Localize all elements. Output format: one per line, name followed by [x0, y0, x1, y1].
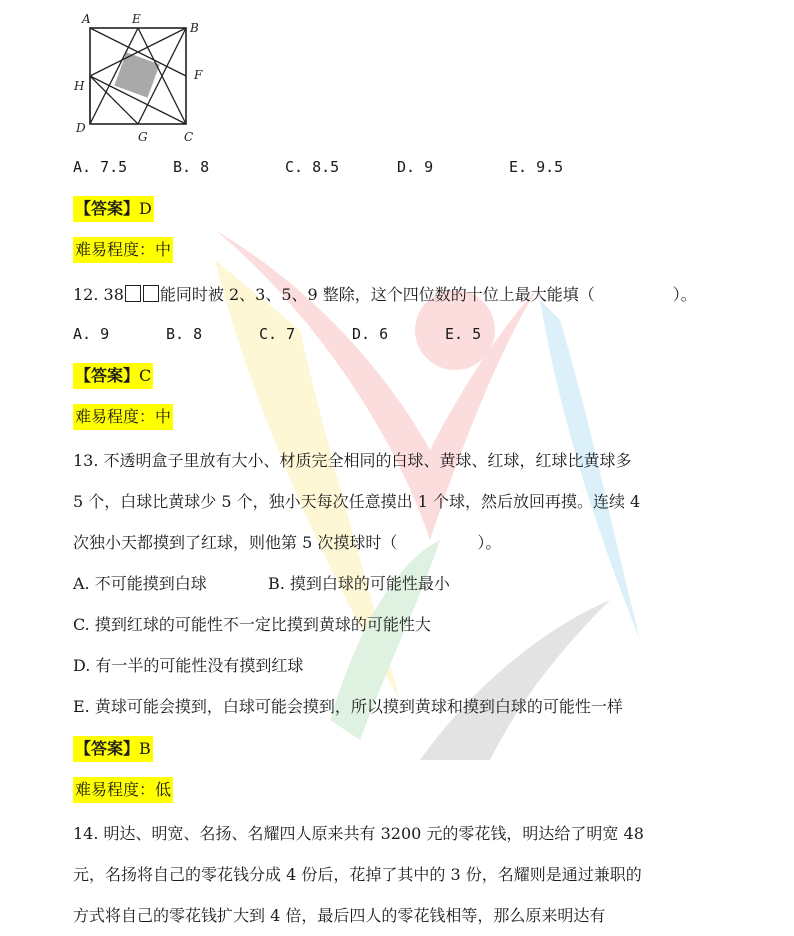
label-d: D — [76, 121, 86, 135]
q11-options — [73, 155, 563, 179]
q12-difficulty-text: 难易程度：中 — [73, 404, 173, 430]
q13-options-ab — [73, 572, 450, 596]
q13-difficulty-text: 难易程度：低 — [73, 777, 173, 803]
q12-answer-value: C — [139, 366, 152, 385]
q12-stem — [73, 283, 697, 307]
q11-option-a: A. 7.5 — [73, 158, 128, 176]
q11-option-e: E. 9.5 — [509, 158, 564, 176]
q12-stem-end: ）。 — [672, 285, 697, 304]
q12-option-e: E. 5 — [445, 325, 482, 343]
q14-line-1: 14. 明达、明宽、名扬、名耀四人原来共有 3200 元的零花钱，明达给了明宽 48 — [73, 824, 644, 843]
q12-stem-prefix: 12. 38 — [73, 285, 124, 304]
label-g: G — [138, 130, 148, 144]
label-f: F — [194, 68, 203, 82]
answer-tag: 【答案】 — [75, 199, 140, 218]
label-h: H — [74, 79, 85, 93]
q12-option-a: A. 9 — [73, 325, 110, 343]
q13-difficulty — [73, 777, 173, 803]
q13-option-a: A. 不可能摸到白球 — [73, 574, 207, 593]
q13-line-3-text: 次独小天都摸到了红球，则他第 5 次摸球时（ — [73, 533, 398, 552]
q11-answer-value: D — [139, 199, 152, 218]
q13-line-3-end: ）。 — [477, 533, 502, 552]
q12-option-d: D. 6 — [352, 325, 389, 343]
q13-option-b: B. 摸到白球的可能性最小 — [268, 574, 450, 593]
q11-difficulty — [73, 237, 173, 263]
q13-answer-value: B — [139, 739, 151, 758]
answer-tag: 【答案】 — [75, 739, 140, 758]
q12-option-c: C. 7 — [259, 325, 296, 343]
q11-option-b: B. 8 — [173, 158, 210, 176]
q11-difficulty-text: 难易程度：中 — [73, 237, 173, 263]
q11-option-d: D. 9 — [397, 158, 434, 176]
label-c: C — [184, 130, 194, 144]
q13-option-e: E. 黄球可能会摸到，白球可能会摸到，所以摸到黄球和摸到白球的可能性一样 — [73, 697, 623, 716]
q11-option-c: C. 8.5 — [285, 158, 340, 176]
square-figure — [68, 6, 208, 146]
q13-line-1: 13. 不透明盒子里放有大小、材质完全相同的白球、黄球、红球，红球比黄球多 — [73, 451, 632, 470]
answer-tag: 【答案】 — [75, 366, 140, 385]
label-e: E — [132, 12, 141, 26]
q12-answer — [73, 363, 153, 389]
q13-option-c: C. 摸到红球的可能性不一定比摸到黄球的可能性大 — [73, 615, 431, 634]
blank-box-icon — [125, 285, 141, 302]
q14-line-2: 元，名扬将自己的零花钱分成 4 份后，花掉了其中的 3 份，名耀则是通过兼职的 — [73, 865, 642, 884]
q12-stem-body: 能同时被 2、3、5、9 整除，这个四位数的十位上最大能填（ — [159, 285, 595, 304]
q13-answer — [73, 736, 153, 762]
label-b: B — [190, 21, 199, 35]
q13-line-3 — [73, 531, 501, 555]
q13-line-2: 5 个，白球比黄球少 5 个，独小天每次任意摸出 1 个球，然后放回再摸。连续 4 — [73, 492, 641, 511]
q14-line-3: 方式将自己的零花钱扩大到 4 倍，最后四人的零花钱相等，那么原来明达有 — [73, 906, 606, 925]
q12-options — [73, 322, 481, 346]
blank-box-icon — [143, 285, 159, 302]
q11-answer — [73, 196, 154, 222]
q12-option-b: B. 8 — [166, 325, 203, 343]
label-a: A — [82, 12, 91, 26]
q13-option-d: D. 有一半的可能性没有摸到红球 — [73, 656, 304, 675]
q12-difficulty — [73, 404, 173, 430]
